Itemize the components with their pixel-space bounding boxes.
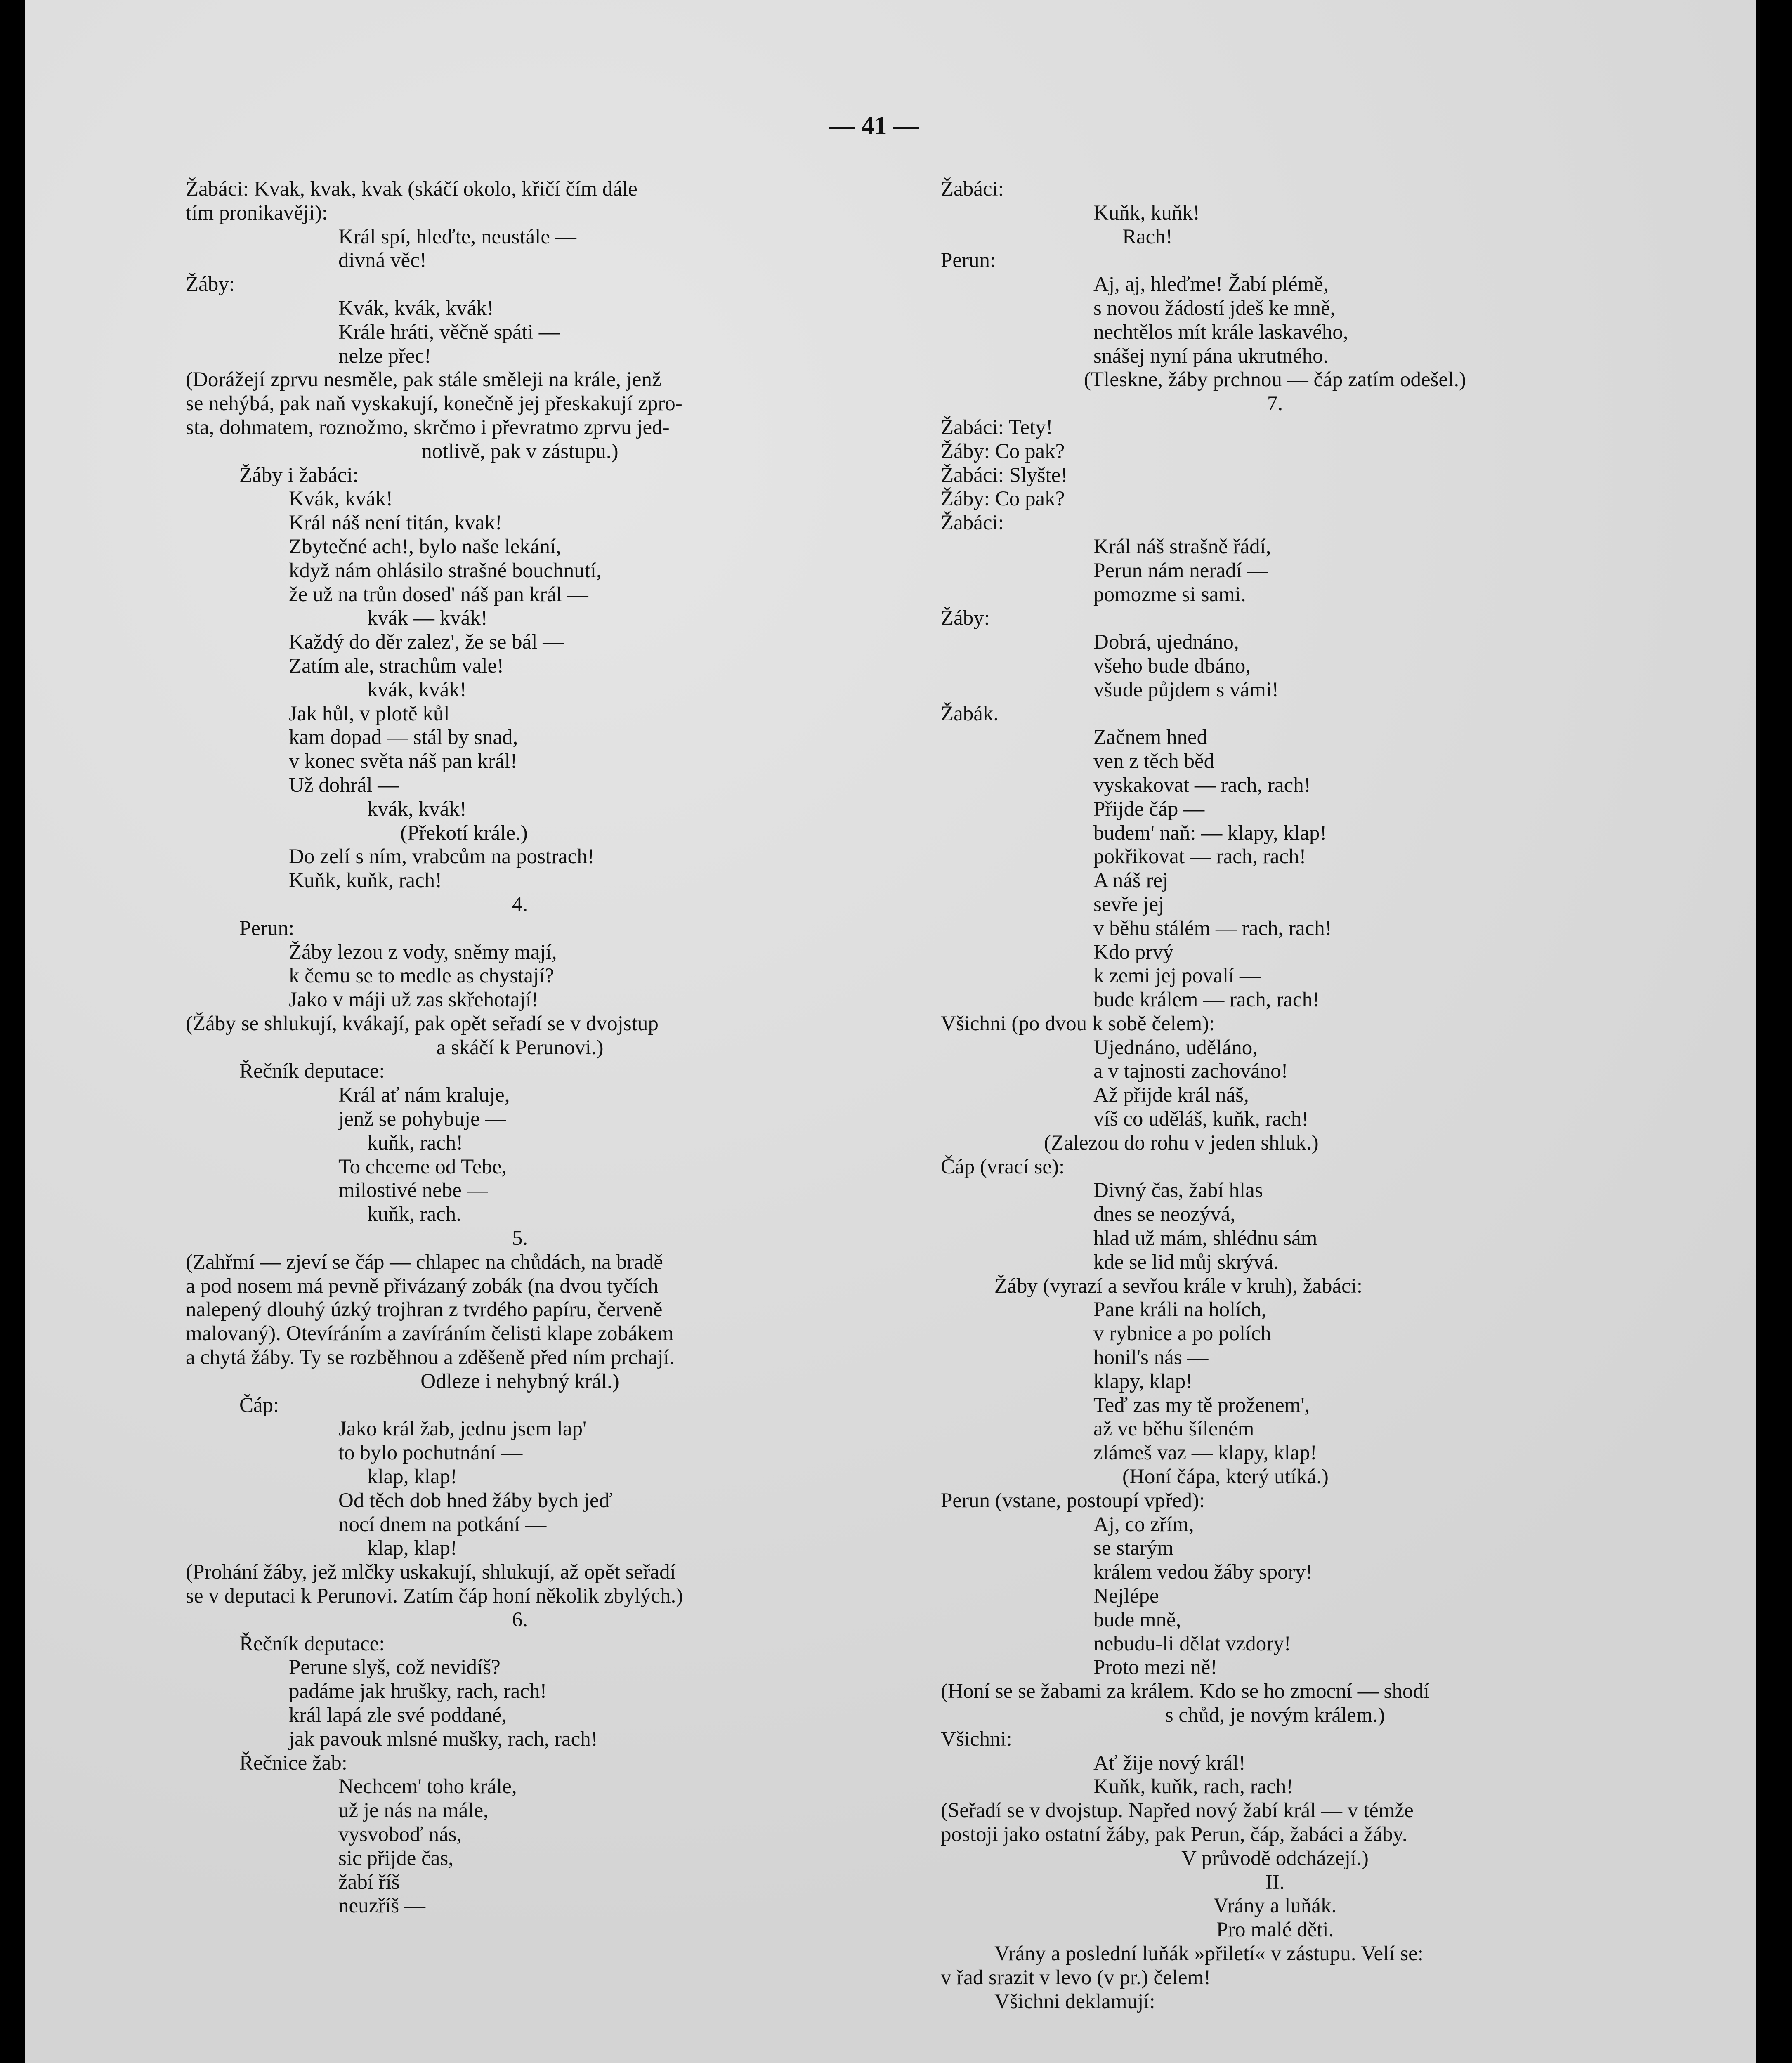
text-line: všeho bude dbáno,	[1093, 654, 1251, 677]
text-line: Žáby (vyrazí a sevřou krále v kruh), žabáci:	[994, 1274, 1363, 1298]
text-line: (Honí čápa, který utíká.)	[1122, 1465, 1329, 1489]
text-line: Perun:	[941, 249, 996, 272]
text-line: Žabáci:	[941, 177, 1004, 201]
text-line: v řad srazit v levo (v pr.) čelem!	[941, 1966, 1211, 1989]
text-line: Pro malé děti.	[1216, 1918, 1334, 1942]
text-line: kvák, kvák!	[367, 797, 467, 821]
text-line: Vrány a luňák.	[1213, 1894, 1337, 1918]
text-line: Ať žije nový král!	[1093, 1751, 1246, 1775]
text-line: Žabáci:	[941, 511, 1004, 535]
text-line: Žáby:	[186, 273, 235, 296]
text-line: Aj, aj, hleďme! Žabí plémě,	[1093, 273, 1329, 296]
text-line: V průvodě odcházejí.)	[1181, 1846, 1369, 1870]
text-line: že už na trůn dosed' náš pan král —	[289, 583, 588, 606]
text-line: pokřikovat — rach, rach!	[1093, 845, 1306, 869]
text-line: Žabák.	[941, 702, 999, 725]
text-line: Krále hráti, věčně spáti —	[338, 320, 560, 344]
text-line: sta, dohmatem, roznožmo, skrčmo i převratmo zprvu jed-	[186, 415, 670, 439]
text-line: Odleze i nehybný král.)	[420, 1369, 619, 1393]
text-line: kuňk, rach.	[367, 1203, 462, 1226]
text-line: Nejlépe	[1093, 1584, 1159, 1608]
text-line: klapy, klap!	[1093, 1369, 1193, 1393]
text-line: nalepený dlouhý úzký trojhran z tvrdého papíru, červeně	[186, 1298, 663, 1322]
text-line: 7.	[1267, 392, 1283, 415]
text-line: všude půjdem s vámi!	[1093, 678, 1279, 701]
text-line: Divný čas, žabí hlas	[1093, 1179, 1263, 1202]
text-line: Řečník deputace:	[239, 1060, 385, 1083]
text-line: Žáby i žabáci:	[239, 463, 359, 487]
text-line: pomozme si sami.	[1093, 583, 1246, 606]
right-text-column	[941, 177, 1609, 2013]
text-line: kam dopad — stál by snad,	[289, 726, 518, 749]
text-line: v konec světa náš pan král!	[289, 750, 517, 773]
text-line: Každý do děr zalez', že se bál —	[289, 630, 564, 654]
text-line: A náš rej	[1093, 869, 1169, 892]
text-line: Všichni (po dvou k sobě čelem):	[941, 1012, 1215, 1035]
text-line: postoji jako ostatní žáby, pak Perun, čáp, žabáci a žáby.	[941, 1822, 1407, 1846]
left-text-column	[186, 177, 854, 1918]
text-line: Nechcem' toho krále,	[338, 1775, 517, 1799]
text-line: nechtělos mít krále laskavého,	[1093, 320, 1348, 344]
text-line: jenž se pohybuje —	[338, 1107, 506, 1131]
text-line: se starým	[1093, 1537, 1174, 1560]
text-line: Král spí, hleďte, neustále —	[338, 225, 576, 248]
text-line: Žabáci: Kvak, kvak, kvak (skáčí okolo, křičí čím dále	[186, 177, 637, 201]
text-line: klap, klap!	[367, 1537, 458, 1560]
text-line: Žabáci: Tety!	[941, 415, 1053, 439]
text-line: Až přijde král náš,	[1093, 1083, 1249, 1107]
text-line: Žáby: Co pak?	[941, 439, 1065, 463]
text-line: to bylo pochutnání —	[338, 1441, 523, 1465]
text-line: a skáčí k Perunovi.)	[436, 1036, 604, 1059]
text-line: 4.	[512, 892, 528, 916]
text-line: sevře jej	[1093, 892, 1164, 916]
text-line: Začnem hned	[1093, 726, 1208, 749]
text-line: se v deputaci k Perunovi. Zatím čáp honí několik zbylých.)	[186, 1584, 683, 1608]
text-line: Aj, co zřím,	[1093, 1513, 1194, 1536]
text-line: Všichni deklamují:	[994, 1990, 1155, 2013]
text-line: (Tleskne, žáby prchnou — čáp zatím odešel.)	[1084, 368, 1466, 392]
text-line: Vrány a poslední luňák »přiletí« v zástupu. Velí se:	[994, 1942, 1424, 1965]
text-line: Kvák, kvák!	[289, 487, 393, 511]
text-line: žabí říš	[338, 1870, 400, 1894]
text-line: (Překotí krále.)	[400, 821, 528, 845]
text-line: k zemi jej povalí —	[1093, 964, 1261, 988]
text-line: Od těch dob hned žáby bych jeď	[338, 1489, 613, 1512]
text-line: Proto mezi ně!	[1093, 1656, 1218, 1679]
text-line: už je nás na mále,	[338, 1799, 489, 1822]
text-line: Do zelí s ním, vrabcům na postrach!	[289, 845, 595, 869]
text-line: notlivě, pak v zástupu.)	[421, 439, 619, 463]
text-line: Perun nám neradí —	[1093, 559, 1268, 582]
text-line: neuzříš —	[338, 1894, 426, 1918]
text-line: Jako v máji už zas skřehotají!	[289, 988, 538, 1012]
text-line: (Zalezou do rohu v jeden shluk.)	[1044, 1131, 1319, 1154]
text-line: Žáby: Co pak?	[941, 487, 1065, 511]
text-line: se nehýbá, pak naň vyskakují, konečně jej přeskakují zpro-	[186, 392, 682, 415]
text-line: král lapá zle své poddané,	[289, 1704, 507, 1727]
text-line: Už dohrál —	[289, 773, 399, 797]
text-line: honil's nás —	[1093, 1346, 1209, 1369]
text-line: (Prohání žáby, jež mlčky uskakují, shlukují, až opět seřadí	[186, 1560, 676, 1584]
text-line: Dobrá, ujednáno,	[1093, 630, 1239, 654]
text-line: 5.	[512, 1227, 528, 1250]
text-line: padáme jak hrušky, rach, rach!	[289, 1680, 547, 1703]
text-line: k čemu se to medle as chystají?	[289, 964, 554, 988]
text-line: Všichni:	[941, 1727, 1012, 1751]
text-line: nelze přec!	[338, 344, 432, 368]
text-line: Jako král žab, jednu jsem lap'	[338, 1417, 587, 1441]
text-line: kvák, kvák!	[367, 678, 467, 701]
text-line: sic přijde čas,	[338, 1846, 453, 1870]
text-line: Teď zas my tě proženem',	[1093, 1393, 1310, 1417]
text-line: nebudu-li dělat vzdory!	[1093, 1632, 1291, 1655]
text-line: hlad už mám, shlédnu sám	[1093, 1227, 1317, 1250]
text-line: kde se lid můj skrývá.	[1093, 1250, 1279, 1274]
text-line: víš co uděláš, kuňk, rach!	[1093, 1107, 1309, 1131]
page-number: — 41 —	[829, 112, 919, 140]
text-line: až ve běhu šíleném	[1093, 1417, 1254, 1441]
text-line: (Honí se se žabami za králem. Kdo se ho zmocní — shodí	[941, 1680, 1430, 1703]
text-line: v rybnice a po polích	[1093, 1322, 1271, 1345]
text-line: tím pronikavěji):	[186, 201, 328, 224]
text-line: Král ať nám kraluje,	[338, 1083, 510, 1107]
text-line: Žabáci: Slyšte!	[941, 463, 1068, 487]
text-line: dnes se neozývá,	[1093, 1203, 1236, 1226]
text-line: Čáp (vrací se):	[941, 1155, 1065, 1178]
text-line: Kuňk, kuňk!	[1093, 201, 1200, 224]
text-line: (Žáby se shlukují, kvákají, pak opět seřadí se v dvojstup	[186, 1012, 659, 1035]
text-line: divná věc!	[338, 249, 427, 272]
text-line: Ujednáno, uděláno,	[1093, 1036, 1258, 1059]
text-line: Král náš není titán, kvak!	[289, 511, 502, 535]
page-sheet	[25, 0, 1756, 2063]
text-line: Kuňk, kuňk, rach, rach!	[1093, 1775, 1294, 1799]
text-line: Zbytečné ach!, bylo naše lekání,	[289, 535, 561, 558]
text-line: Zatím ale, strachům vale!	[289, 654, 504, 677]
text-line: zlámeš vaz — klapy, klap!	[1093, 1441, 1317, 1465]
text-line: a chytá žáby. Ty se rozběhnou a zděšeně před ním prchají.	[186, 1346, 675, 1369]
text-line: Rach!	[1122, 225, 1173, 248]
text-line: bude mně,	[1093, 1608, 1181, 1631]
text-line: (Seřadí se v dvojstup. Napřed nový žabí král — v témže	[941, 1799, 1414, 1822]
text-line: nocí dnem na potkání —	[338, 1513, 547, 1536]
text-line: Pane králi na holích,	[1093, 1298, 1267, 1322]
text-line: malovaný). Otevíráním a zavíráním čelisti klape zobákem	[186, 1322, 674, 1345]
text-line: s novou žádostí jdeš ke mně,	[1093, 296, 1336, 320]
text-line: kuňk, rach!	[367, 1131, 463, 1154]
text-line: králem vedou žáby spory!	[1093, 1560, 1313, 1584]
text-line: jak pavouk mlsné mušky, rach, rach!	[289, 1727, 598, 1751]
text-line: Jak hůl, v plotě kůl	[289, 702, 450, 725]
text-line: Král náš strašně řádí,	[1093, 535, 1271, 558]
text-line: snášej nyní pána ukrutného.	[1093, 344, 1329, 368]
text-line: a pod nosem má pevně přivázaný zobák (na dvou tyčích	[186, 1274, 659, 1298]
text-line: To chceme od Tebe,	[338, 1155, 507, 1178]
text-line: Kvák, kvák, kvák!	[338, 296, 494, 320]
text-line: bude králem — rach, rach!	[1093, 988, 1320, 1012]
text-line: vyskakovat — rach, rach!	[1093, 773, 1311, 797]
text-line: s chůd, je novým králem.)	[1165, 1704, 1385, 1727]
text-line: II.	[1265, 1870, 1285, 1894]
text-line: budem' naň: — klapy, klap!	[1093, 821, 1327, 845]
text-line: Žáby:	[941, 607, 990, 630]
text-line: Perun (vstane, postoupí vpřed):	[941, 1489, 1205, 1512]
text-line: v běhu stálém — rach, rach!	[1093, 916, 1332, 940]
text-line: klap, klap!	[367, 1465, 458, 1489]
text-line: Řečník deputace:	[239, 1632, 385, 1655]
text-line: Kdo prvý	[1093, 940, 1174, 964]
text-line: Žáby lezou z vody, sněmy mají,	[289, 940, 557, 964]
text-line: když nám ohlásilo strašné bouchnutí,	[289, 559, 602, 582]
text-line: vysvoboď nás,	[338, 1822, 462, 1846]
text-line: a v tajnosti zachováno!	[1093, 1060, 1288, 1083]
text-line: milostivé nebe —	[338, 1179, 488, 1202]
text-line: (Dorážejí zprvu nesměle, pak stále směleji na krále, jenž	[186, 368, 661, 392]
text-line: Přijde čáp —	[1093, 797, 1205, 821]
text-line: Řečnice žab:	[239, 1751, 347, 1775]
text-line: Perun:	[239, 916, 295, 940]
text-line: Kuňk, kuňk, rach!	[289, 869, 442, 892]
text-line: Čáp:	[239, 1393, 279, 1417]
text-line: 6.	[512, 1608, 528, 1631]
text-line: (Zahřmí — zjeví se čáp — chlapec na chůdách, na bradě	[186, 1250, 663, 1274]
text-line: kvák — kvák!	[367, 607, 488, 630]
text-line: Perune slyš, což nevidíš?	[289, 1656, 501, 1679]
text-line: ven z těch běd	[1093, 750, 1215, 773]
